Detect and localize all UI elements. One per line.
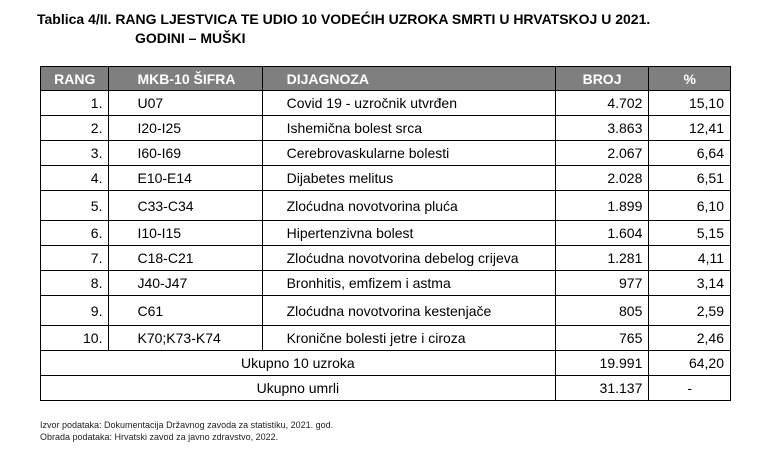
cell-diagnosis: Hipertenzivna bolest: [262, 221, 555, 246]
cell-count: 1.281: [555, 246, 649, 271]
summary-percent: 64,20: [649, 351, 731, 376]
header-diagnosis: DIJAGNOZA: [262, 67, 555, 91]
cell-rank: 9.: [41, 296, 109, 326]
footnotes: [40, 419, 333, 443]
cell-code: U07: [109, 91, 262, 116]
cell-code: J40-J47: [109, 271, 262, 296]
cell-count: 4.702: [555, 91, 649, 116]
table-row: [41, 191, 731, 221]
summary-count: 19.991: [555, 351, 649, 376]
header-percent: %: [649, 67, 731, 91]
cell-code: I20-I25: [109, 116, 262, 141]
cell-diagnosis: Kronične bolesti jetre i ciroza: [262, 326, 555, 351]
cell-percent: 2,46: [649, 326, 731, 351]
table-row: [41, 296, 731, 326]
cell-rank: 5.: [41, 191, 109, 221]
summary-row-total: [41, 376, 731, 401]
mortality-table: [40, 66, 731, 401]
cell-diagnosis: Zloćudna novotvorina kestenjače: [262, 296, 555, 326]
cell-rank: 3.: [41, 141, 109, 166]
cell-count: 765: [555, 326, 649, 351]
cell-percent: 2,59: [649, 296, 731, 326]
cell-rank: 10.: [41, 326, 109, 351]
summary-percent: -: [649, 376, 731, 401]
cell-rank: 4.: [41, 166, 109, 191]
cell-rank: 7.: [41, 246, 109, 271]
header-code: MKB-10 ŠIFRA: [109, 67, 262, 91]
cell-percent: 6,10: [649, 191, 731, 221]
cell-percent: 6,64: [649, 141, 731, 166]
table-header-row: [41, 67, 731, 91]
cell-diagnosis: Zloćudna novotvorina debelog crijeva: [262, 246, 555, 271]
cell-rank: 2.: [41, 116, 109, 141]
cell-rank: 6.: [41, 221, 109, 246]
header-count: BROJ: [555, 67, 649, 91]
cell-diagnosis: Cerebrovaskularne bolesti: [262, 141, 555, 166]
cell-count: 2.067: [555, 141, 649, 166]
summary-label: Ukupno 10 uzroka: [41, 351, 556, 376]
cell-percent: 15,10: [649, 91, 731, 116]
cell-count: 2.028: [555, 166, 649, 191]
summary-label: Ukupno umrli: [41, 376, 556, 401]
cell-count: 1.899: [555, 191, 649, 221]
cell-code: C18-C21: [109, 246, 262, 271]
processing-note: Obrada podataka: Hrvatski zavod za javno zdravstvo, 2022.: [40, 432, 279, 442]
cell-percent: 4,11: [649, 246, 731, 271]
summary-row-top10: [41, 351, 731, 376]
cell-diagnosis: Covid 19 - uzročnik utvrđen: [262, 91, 555, 116]
cell-rank: 8.: [41, 271, 109, 296]
table-title: [37, 10, 650, 48]
table-row: [41, 221, 731, 246]
cell-code: I60-I69: [109, 141, 262, 166]
table-row: [41, 116, 731, 141]
cell-code: K70;K73-K74: [109, 326, 262, 351]
cell-code: I10-I15: [109, 221, 262, 246]
cell-diagnosis: Bronhitis, emfizem i astma: [262, 271, 555, 296]
table-row: [41, 271, 731, 296]
cell-diagnosis: Zloćudna novotvorina pluća: [262, 191, 555, 221]
cell-count: 3.863: [555, 116, 649, 141]
cell-code: E10-E14: [109, 166, 262, 191]
cell-percent: 6,51: [649, 166, 731, 191]
cell-count: 977: [555, 271, 649, 296]
summary-count: 31.137: [555, 376, 649, 401]
table-row: [41, 91, 731, 116]
table-row: [41, 326, 731, 351]
table-row: [41, 246, 731, 271]
cell-percent: 12,41: [649, 116, 731, 141]
source-note: Izvor podataka: Dokumentacija Državnog zavoda za statistiku, 2021. god.: [40, 420, 334, 430]
header-rank: RANG: [41, 67, 109, 91]
table-row: [41, 141, 731, 166]
cell-count: 805: [555, 296, 649, 326]
cell-rank: 1.: [41, 91, 109, 116]
cell-percent: 5,15: [649, 221, 731, 246]
cell-diagnosis: Dijabetes melitus: [262, 166, 555, 191]
cell-diagnosis: Ishemična bolest srca: [262, 116, 555, 141]
cell-code: C33-C34: [109, 191, 262, 221]
cell-code: C61: [109, 296, 262, 326]
cell-count: 1.604: [555, 221, 649, 246]
cell-percent: 3,14: [649, 271, 731, 296]
table-row: [41, 166, 731, 191]
title-line-2: GODINI – MUŠKI: [135, 30, 246, 46]
title-line-1: Tablica 4/II. RANG LJESTVICA TE UDIO 10 VODEĆIH UZROKA SMRTI U HRVATSKOJ U 2021.: [37, 11, 651, 27]
